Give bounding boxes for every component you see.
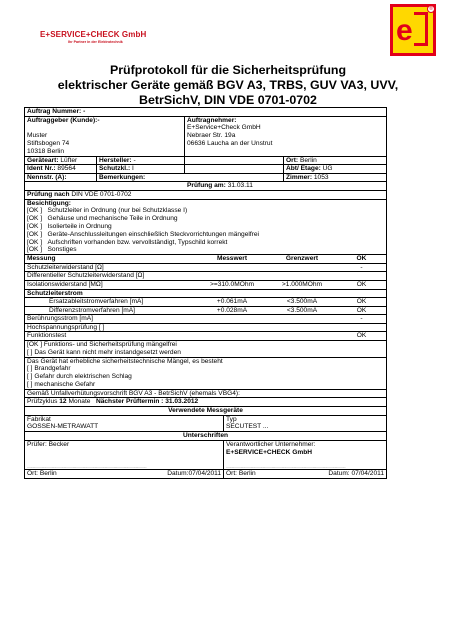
measurement-header: Messung [27, 255, 56, 263]
test-basis: Prüfung nach DIN VDE 0701-0702 [27, 190, 132, 198]
inspection-item: [OK ] Schutzleiter in Ordnung (nur bei Schutzklasse I) [27, 207, 188, 215]
table-row [24, 290, 387, 299]
order-label: Auftrag Nummer: - [27, 108, 86, 115]
limit-value [267, 264, 337, 272]
device-maker: Hersteller: - [97, 157, 185, 165]
contractor-label: Auftragnehmer: [187, 116, 237, 124]
test-basis-row [24, 191, 387, 200]
contractor-block [185, 117, 386, 156]
table-row [24, 324, 387, 333]
instrument-type [224, 416, 386, 432]
limit-value [267, 332, 337, 340]
client-blank [27, 124, 182, 132]
company-logo-icon: e ® [390, 4, 436, 56]
limit-value [267, 324, 337, 332]
measured-value [197, 272, 267, 280]
client-block [25, 117, 185, 156]
parties-row [24, 117, 387, 157]
defects-line-2: [ ] Brandgefahr [27, 365, 71, 373]
responsible-signature-line: ................................................................................................................................... [226, 464, 346, 470]
table-row [24, 307, 387, 316]
measurement-name: Ersatzableitstromverfahren [mA] [49, 298, 144, 306]
measured-value: +0.028mA [216, 306, 248, 314]
title-line-2: elektrischer Geräte gemäß BGV A3, TRBS, GUV VA3, UVV, [57, 78, 399, 92]
limit-value [267, 315, 337, 323]
table-row [24, 281, 387, 290]
instruments-title: Verwendete Messgeräte [168, 407, 243, 415]
measurement-name: Schutzleiterstrom [27, 289, 83, 297]
device-type: Geräteart: Lüfter [25, 157, 97, 165]
table-row [24, 315, 387, 324]
measurement-name: Differentieller Schutzleiterwiderstand [Ω] [27, 272, 145, 280]
result-line-2: [ ] Das Gerät kann nicht mehr instandgesetzt werden [27, 348, 181, 356]
brand-tagline: Ihr Partner in der Elektrotechnik [68, 40, 123, 44]
device-nominal: Nennstr. (A): [25, 174, 97, 182]
instrument-maker-value: GOSSEN-METRAWATT [27, 423, 99, 431]
inspection-item: [OK ] Isolierteile in Ordnung [27, 222, 112, 230]
measured-value: +0.061mA [216, 298, 248, 306]
title-line-1: Prüfprotokoll für die Sicherheitsprüfung [109, 63, 347, 77]
measurement-name: Differenzstromverfahren [mA] [49, 306, 135, 314]
cycle-row [24, 398, 387, 407]
brand-header [40, 30, 200, 44]
tester-date: Datum:07/04/2011 [167, 470, 221, 478]
responsible-label: Verantwortlicher Unternehmer: [226, 440, 316, 448]
result-line-1: [OK ] Funktions- und Sicherheitsprüfung mängelfrei [27, 341, 177, 349]
measurement-name: Berührungsstrom [mA] [27, 315, 93, 323]
page-title [30, 63, 426, 108]
defects-line-4: [ ] mechanische Gefahr [27, 381, 96, 389]
measured-value: >=310.0MOhm [210, 280, 254, 288]
measured-value [197, 332, 267, 340]
measured-value-header: Messwert [216, 255, 248, 263]
limit-value [267, 290, 337, 298]
ok-value: OK [356, 332, 367, 340]
tester-place-date [25, 470, 224, 478]
order-row [24, 107, 387, 117]
cycle-info: Prüfzyklus 12 Monate Nächster Prüftermin : 31.03.2012 [27, 398, 199, 406]
ok-value: OK [356, 306, 367, 314]
tester-name: Prüfer: Becker [27, 440, 70, 448]
test-date-spacer [25, 182, 185, 190]
limit-value: >1.000MOhm [281, 280, 323, 288]
inspection-item: [OK ] Aufschriften vorhanden bzw. vervollständigt, Typschild korrekt [27, 238, 228, 246]
ok-value: OK [356, 298, 367, 306]
client-label: Auftraggeber (Kunde):- [27, 116, 100, 124]
measurement-name: Funktionstest [27, 332, 67, 340]
instrument-type-value: SECUTEST ... [226, 423, 269, 431]
instrument-maker [25, 416, 224, 432]
responsible-place: Ort: Berlin [226, 470, 256, 478]
client-line-1: Muster [27, 132, 48, 140]
client-line-2: Stiftsbogen 74 [27, 139, 70, 147]
contractor-line-3: 06636 Laucha an der Unstrut [187, 139, 273, 147]
regulation-text: Gemäß Unfallverhütungsvorschrift BGV A3 - BetrSichV (ehemals VBG4): [27, 389, 240, 397]
ok-value [337, 272, 386, 280]
device-place: Ort: Berlin [286, 156, 317, 164]
device-row-2 [24, 165, 387, 174]
measurement-name: Schutzleiterwiderstand [Ω] [27, 263, 104, 271]
tester-signature-line: ................................................................................................................................... [27, 464, 147, 470]
responsible-value: E+SERVICE+CHECK GmbH [226, 448, 312, 456]
tester-place: Ort: Berlin [27, 470, 57, 478]
title-line-3: BetrSichV, DIN VDE 0701-0702 [139, 93, 317, 107]
measured-value [197, 315, 267, 323]
signatures-title-row [24, 432, 387, 441]
signatures-row [24, 441, 387, 470]
signatures-title: Unterschriften [182, 432, 229, 440]
device-blank-2 [185, 165, 284, 173]
measurement-name: Hochspannungsprüfung [ ] [27, 323, 105, 331]
device-row-3 [24, 174, 387, 183]
inspection-item: [OK ] Sonstiges [27, 246, 77, 254]
defects-block [24, 358, 387, 390]
responsible-date: Datum: 07/04/2011 [328, 470, 384, 478]
device-dept: Abt/ Etage: UG [286, 165, 333, 173]
inspection-label: Besichtigung: [27, 199, 71, 207]
signature-place-date-row [24, 470, 387, 479]
device-remarks: Bemerkungen: [97, 174, 284, 182]
defects-line-1: Das Gerät hat erhebliche sicherheitstechnische Mängel, es besteht [27, 357, 223, 365]
test-date-row [24, 182, 387, 191]
inspection-item: [OK ] Gehäuse und mechanische Teile in Ordnung [27, 215, 178, 223]
contractor-line-2: Nebraer Str. 19a [187, 132, 236, 140]
instrument-maker-label: Fabrikat [27, 415, 51, 423]
device-room: Zimmer: 1053 [286, 173, 329, 181]
ok-value: OK [356, 280, 367, 288]
regulation-row [24, 390, 387, 399]
responsible-block [224, 441, 386, 469]
device-row-1 [24, 157, 387, 166]
test-report-form [24, 107, 387, 479]
measured-value [197, 324, 267, 332]
defects-line-3: [ ] Gefahr durch elektrischen Schlag [27, 373, 132, 381]
ok-value: - [360, 263, 363, 271]
limit-value: <3.500mA [286, 298, 318, 306]
limit-value [267, 272, 337, 280]
ok-value: - [360, 315, 363, 323]
client-line-3: 10318 Berlin [27, 147, 65, 155]
contractor-line-1: E+Service+Check GmbH [187, 124, 261, 132]
ok-header: OK [356, 255, 367, 263]
inspection-item: [OK ] Geräte-Anschlussleitungen einschließlich Steckvorrichtungen mängelfrei [27, 230, 260, 238]
instruments-row [24, 416, 387, 433]
table-row [24, 272, 387, 281]
result-block [24, 341, 387, 358]
measurement-name: Isolationswiderstand [MΩ] [27, 280, 103, 288]
test-date: Prüfung am: 31.03.11 [187, 182, 253, 190]
ok-value [337, 324, 386, 332]
instrument-type-label: Typ [226, 415, 237, 423]
responsible-place-date [224, 470, 386, 478]
ok-value [337, 290, 386, 298]
instruments-title-row [24, 407, 387, 416]
measured-value [197, 264, 267, 272]
measured-value [197, 290, 267, 298]
device-class: Schutzkl.: I [97, 165, 185, 173]
registered-mark: ® [427, 5, 435, 13]
table-row [24, 298, 387, 307]
limit-value-header: Grenzwert [285, 255, 319, 263]
tester-block [25, 441, 224, 469]
limit-value: <3.500mA [286, 306, 318, 314]
table-row [24, 332, 387, 341]
measurement-header-row [24, 255, 387, 264]
table-row [24, 264, 387, 273]
device-ident: Ident Nr.: 89564 [25, 165, 97, 173]
brand-name: E+SERVICE+CHECK GmbH [40, 30, 147, 39]
inspection-block [24, 200, 387, 256]
device-blank-1 [185, 157, 284, 165]
